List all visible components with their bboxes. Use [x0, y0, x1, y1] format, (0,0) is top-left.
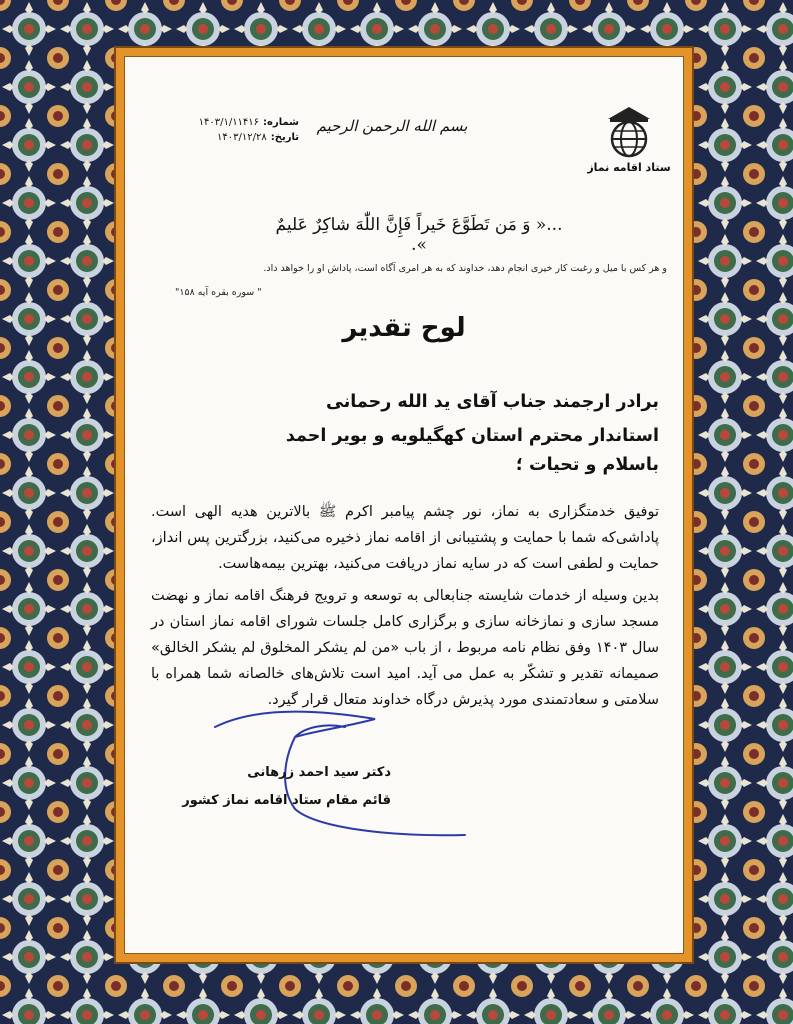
body-paragraph-1: توفیق خدمتگزاری به نماز، نور چشم پیامبر اکرم ﷺ بالاترین هدیه الهی است. پاداشی‌که شما با حمایت و پشتیبانی از اقامه نماز ذخیره می‌کنید، بزرگترین پس انداز، حمایت و لطفی است که در سایه نماز دریافت می‌کنید، بهترین بیمه‌هاست. — [151, 504, 659, 572]
verse-translation: و هر کس با میل و رغبت کار خیری انجام دهد، خداوند که به هر امری آگاه است، پاداش او را خواهد داد. — [263, 263, 667, 274]
body-paragraph-2: بدین وسیله از خدمات شایسته جنابعالی به توسعه و ترویج فرهنگ اقامه نماز و نهضت مسجد سازی و نمازخانه سازی و برگزاری کامل جلسات شورای اقامه نماز استان در سال ۱۴۰۳ وفق نظام نامه مربوط ، از باب «من لم یشکر المخلوق لم یشکر الخالق» صمیمانه تقدیر و تشکّر به عمل می آید. امید است تلاش‌های خالصانه شما همراه با سلامتی و سعادتمندی مورد پذیرش درگاه خداوند متعال قرار گیرد. — [151, 588, 660, 708]
number-value: ۱۴۰۳/۱/۱۱۴۱۶ — [198, 117, 260, 128]
certificate-body — [151, 499, 659, 713]
recipient-position: استاندار محترم استان کهگیلویه و بویر احمد — [285, 426, 659, 446]
quran-verse: ...« وَ مَن تَطَوَّعَ خَیراً فَإِنَّ اللّٰهَ شاکِرٌ عَلیمٌ ». — [275, 215, 563, 255]
verse-reference: " سوره بقره آیه ۱۵۸" — [175, 287, 262, 298]
logo-label: ستاد اقامه نماز — [587, 161, 671, 174]
date-label: تاریخ: — [270, 132, 299, 143]
organization-logo — [587, 105, 671, 174]
signer-role: قائم مقام ستاد اقامه نماز کشور — [182, 793, 391, 808]
globe-icon — [604, 105, 654, 159]
date-value: ۱۴۰۳/۱۲/۲۸ — [217, 132, 267, 143]
signer-name: دکتر سید احمد زرهانی — [247, 765, 391, 780]
number-label: شماره: — [263, 117, 299, 128]
recipient-name: برادر ارجمند جناب آقای ید الله رحمانی — [326, 392, 659, 412]
letter-metadata — [169, 115, 299, 145]
recipient-block — [149, 385, 659, 453]
certificate-paper — [124, 56, 684, 954]
bismillah: بسم الله الرحمن الرحیم — [316, 117, 468, 135]
greeting: باسلام و تحیات ؛ — [515, 455, 659, 475]
page-title: لوح تقدیر — [342, 313, 466, 343]
